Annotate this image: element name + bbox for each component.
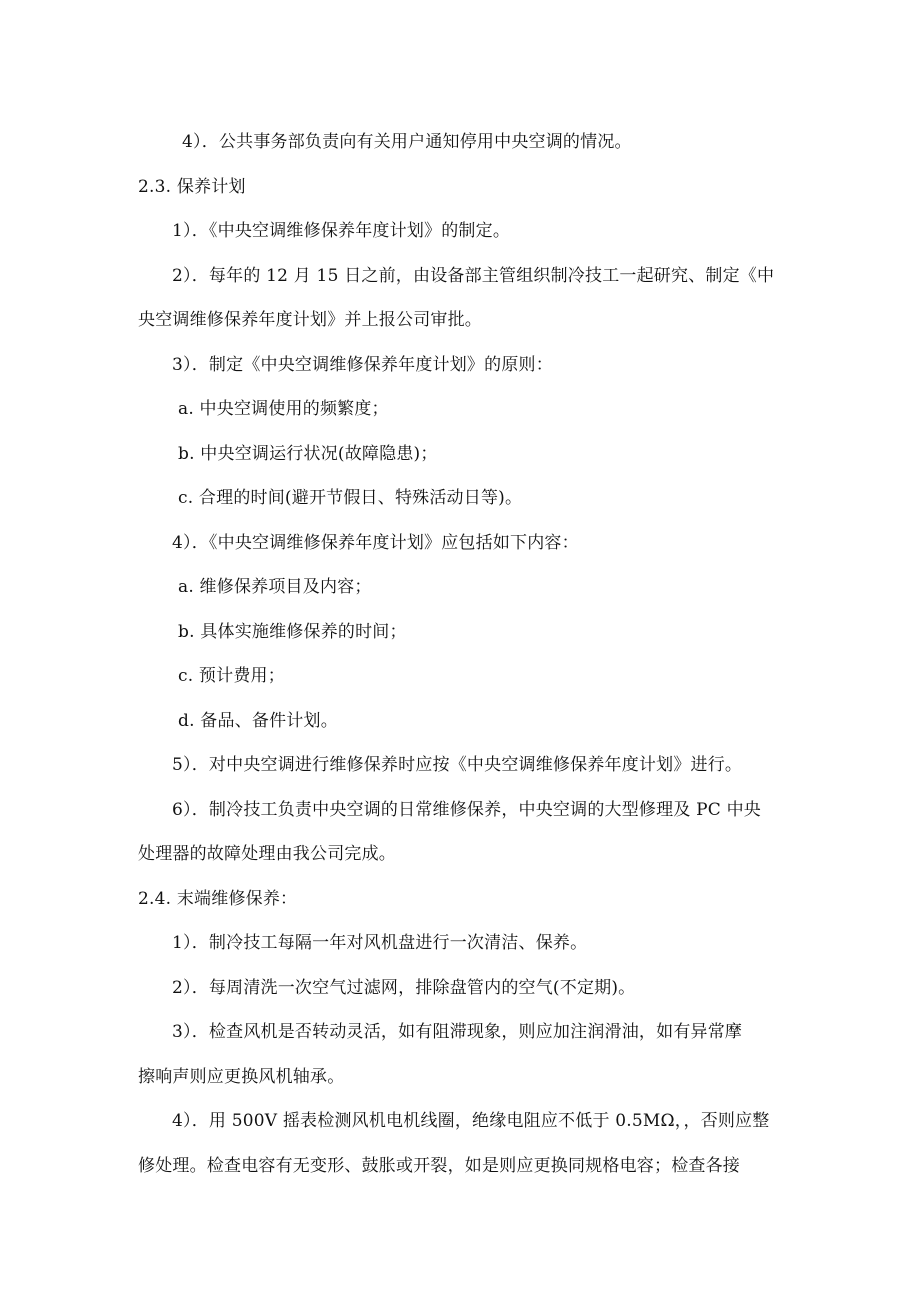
paragraph-line: 5）．对中央空调进行维修保养时应按《中央空调维修保养年度计划》进行。: [172, 755, 743, 775]
paragraph-line-continued: 央空调维修保养年度计划》并上报公司审批。: [138, 310, 482, 330]
list-item: c. 合理的时间(避开节假日、特殊活动日等)。: [178, 488, 523, 508]
paragraph-line-continued: 处理器的故障处理由我公司完成。: [138, 844, 396, 864]
section-heading-2-3: 2.3. 保养计划: [138, 177, 246, 197]
list-item: a. 维修保养项目及内容；: [178, 577, 372, 597]
list-item: a. 中央空调使用的频繁度；: [178, 399, 389, 419]
paragraph-line-continued: 擦响声则应更换风机轴承。: [138, 1067, 345, 1087]
section-heading-2-4: 2.4. 末端维修保养：: [138, 889, 298, 909]
list-item: b. 具体实施维修保养的时间；: [178, 622, 407, 642]
paragraph-line: 6）．制冷技工负责中央空调的日常维修保养，中央空调的大型修理及 PC 中央: [172, 800, 761, 820]
paragraph-line: 3）．检查风机是否转动灵活，如有阻滞现象，则应加注润滑油，如有异常摩: [172, 1022, 743, 1042]
paragraph-line: 1）．《中央空调维修保养年度计划》的制定。: [172, 221, 511, 241]
list-item: d. 备品、备件计划。: [178, 711, 338, 731]
paragraph-line: 3）．制定《中央空调维修保养年度计划》的原则：: [172, 355, 553, 375]
list-item: b. 中央空调运行状况(故障隐患)；: [178, 444, 438, 464]
paragraph-line: 2）．每周清洗一次空气过滤网，排除盘管内的空气(不定期)。: [172, 978, 636, 998]
paragraph-line: 4）．用 500V 摇表检测风机电机线圈，绝缘电阻应不低于 0.5MΩ，，否则应整: [172, 1111, 770, 1131]
paragraph-line: 4）．《中央空调维修保养年度计划》应包括如下内容：: [172, 533, 579, 553]
paragraph-line: 2）．每年的 12 月 15 日之前，由设备部主管组织制冷技工一起研究、制定《中: [172, 266, 775, 286]
paragraph-line: 4）．公共事务部负责向有关用户通知停用中央空调的情况。: [182, 132, 632, 152]
paragraph-line-continued: 修处理。检查电容有无变形、鼓胀或开裂，如是则应更换同规格电容；检查各接: [138, 1156, 740, 1176]
list-item: c. 预计费用；: [178, 666, 285, 686]
paragraph-line: 1）．制冷技工每隔一年对风机盘进行一次清洁、保养。: [172, 933, 588, 953]
